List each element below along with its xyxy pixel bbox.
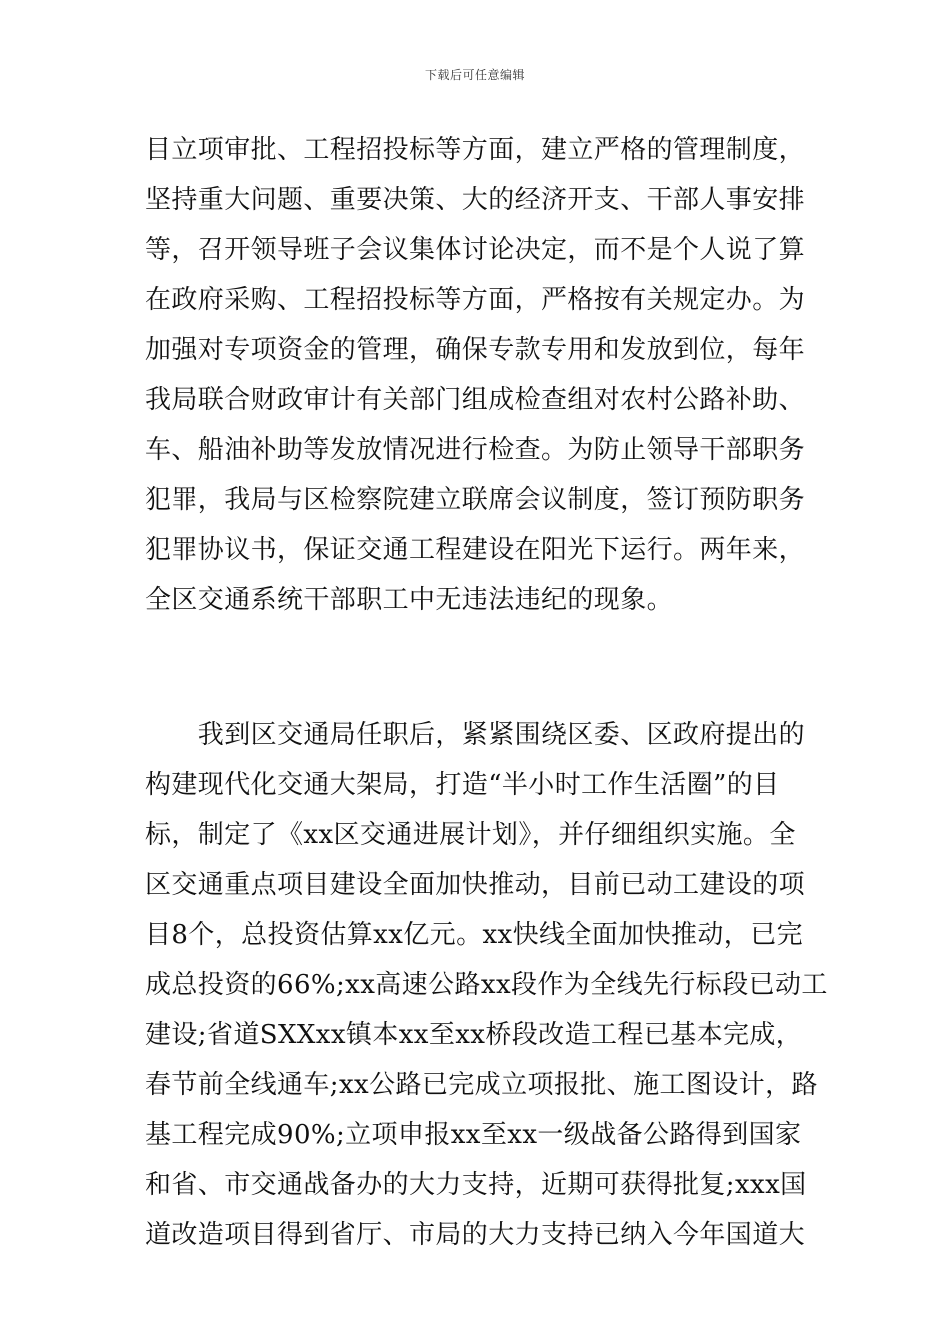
text-line: 和省、市交通战备办的大力支持，近期可获得批复;xxx国 [145, 1170, 807, 1200]
text-line: 基工程完成90%;立项申报xx至xx一级战备公路得到国家 [145, 1120, 802, 1150]
text-line: 等，召开领导班子会议集体讨论决定，而不是个人说了算 [145, 235, 806, 265]
paragraph-2 [145, 713, 828, 1263]
text-line: 构建现代化交通大架局，打造“半小时工作生活圈”的目 [145, 770, 780, 800]
text-line: 区交通重点项目建设全面加快推动，目前已动工建设的项 [145, 870, 806, 900]
text-line: 我局联合财政审计有关部门组成检查组对农村公路补助、 [145, 385, 806, 415]
text-line: 在政府采购、工程招投标等方面，严格按有关规定办。为 [145, 285, 806, 315]
text-line: 标，制定了《xx区交通进展计划》，并仔细组织实施。全 [145, 820, 796, 850]
text-line: 我到区交通局任职后，紧紧围绕区委、区政府提出的 [145, 720, 806, 750]
page-header: 下载后可任意编辑 [424, 68, 525, 82]
text-line: 车、船油补助等发放情况进行检查。为防止领导干部职务 [145, 435, 806, 465]
text-line: 全区交通系统干部职工中无违法违纪的现象。 [145, 585, 674, 615]
text-line: 道改造项目得到省厅、市局的大力支持已纳入今年国道大 [145, 1220, 806, 1250]
text-line: 春节前全线通车;xx公路已完成立项报批、施工图设计，路 [145, 1070, 818, 1100]
text-line: 建设;省道SXXxx镇本xx至xx桥段改造工程已基本完成， [145, 1020, 803, 1050]
text-line: 目立项审批、工程招投标等方面，建立严格的管理制度， [145, 135, 806, 165]
text-line: 加强对专项资金的管理，确保专款专用和发放到位，每年 [145, 335, 806, 365]
text-line: 目8个，总投资估算xx亿元。xx快线全面加快推动，已完 [145, 920, 803, 950]
text-line: 犯罪协议书，保证交通工程建设在阳光下运行。两年来， [145, 535, 806, 565]
text-line: 坚持重大问题、重要决策、大的经济开支、干部人事安排 [145, 185, 806, 215]
document-body [145, 128, 828, 1263]
paragraph-1 [145, 128, 815, 628]
text-line: 成总投资的66%;xx高速公路xx段作为全线先行标段已动工 [145, 970, 828, 1000]
paragraph-gap [145, 628, 815, 713]
text-line: 犯罪，我局与区检察院建立联席会议制度，签订预防职务 [145, 485, 806, 515]
